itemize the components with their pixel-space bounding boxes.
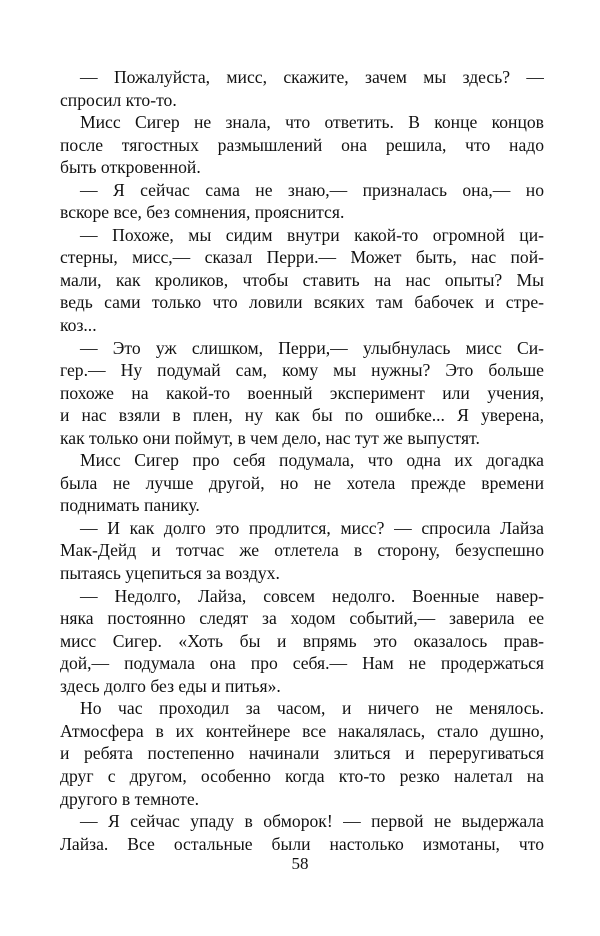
text-line: спросил кто-то.	[60, 89, 177, 110]
text-line: Мисс Сигер про себя подумала, что одна их догадка	[80, 450, 544, 471]
text-line: — Я сейчас упаду в обморок! — первой не выдержала	[80, 811, 544, 832]
text-line: и ребята постепенно начинали злиться и переругиваться	[60, 743, 544, 764]
text-line: — И как долго это продлится, мисс? — спросила Лайза	[80, 517, 544, 538]
text-line: и нас взяли в плен, ну как бы по ошибке... Я уверена,	[60, 405, 544, 426]
text-line: мисс Сигер. «Хоть бы и впрямь это оказалось прав-	[60, 630, 544, 651]
page-number: 58	[291, 854, 309, 873]
text-line: ведь сами только что ловили всяких там бабочек и стре-	[60, 292, 544, 313]
text-line: Мак-Дейд и тотчас же отлетела в сторону, безуспешно	[60, 540, 544, 561]
text-line: гер.— Ну подумай сам, кому мы нужны? Это больше	[60, 360, 544, 381]
text-line: пытаясь уцепиться за воздух.	[60, 563, 280, 584]
text-line: вскоре все, без сомнения, прояснится.	[60, 202, 345, 223]
text-line: Лайза. Все остальные были настолько измотаны, что	[60, 833, 544, 854]
text-line: Но час проходил за часом, и ничего не менялось.	[80, 698, 544, 719]
text-line: няка постоянно следят за ходом событий,— заверила ее	[60, 608, 544, 629]
text-line: — Пожалуйста, мисс, скажите, зачем мы здесь? —	[80, 67, 544, 87]
text-line: друг с другом, особенно когда кто-то резко налетал на	[60, 765, 544, 786]
text-line: — Похоже, мы сидим внутри какой-то огромной ци-	[80, 224, 544, 245]
text-line: дой,— подумала она про себя.— Нам не продержаться	[60, 653, 544, 674]
body-text	[60, 66, 544, 855]
text-line: — Я сейчас сама не знаю,— призналась она,— но	[80, 179, 544, 200]
text-line: мали, как кроликов, чтобы ставить на нас опыты? Мы	[60, 269, 544, 290]
text-line: была не лучше другой, но не хотела прежде времени	[60, 472, 544, 493]
text-line: — Недолго, Лайза, совсем недолго. Военные навер-	[80, 585, 544, 606]
text-line: Атмосфера в их контейнере все накалялась, стало душно,	[60, 720, 544, 741]
text-line: Мисс Сигер не знала, что ответить. В конце концов	[80, 112, 544, 133]
text-line: быть откровенной.	[60, 157, 201, 178]
text-line: — Это уж слишком, Перри,— улыбнулась мисс Си-	[80, 337, 544, 358]
text-line: после тягостных размышлений она решила, что надо	[60, 134, 544, 155]
text-line: похоже на какой-то военный эксперимент или учения,	[60, 382, 544, 403]
text-line: стерны, мисс,— сказал Перри.— Может быть, нас пой-	[60, 247, 544, 268]
text-line: коз...	[60, 315, 97, 336]
text-line: как только они поймут, в чем дело, нас тут же выпустят.	[60, 427, 480, 448]
text-line: поднимать панику.	[60, 495, 200, 516]
text-line: другого в темноте.	[60, 788, 200, 809]
text-line: здесь долго без еды и питья».	[60, 675, 281, 696]
